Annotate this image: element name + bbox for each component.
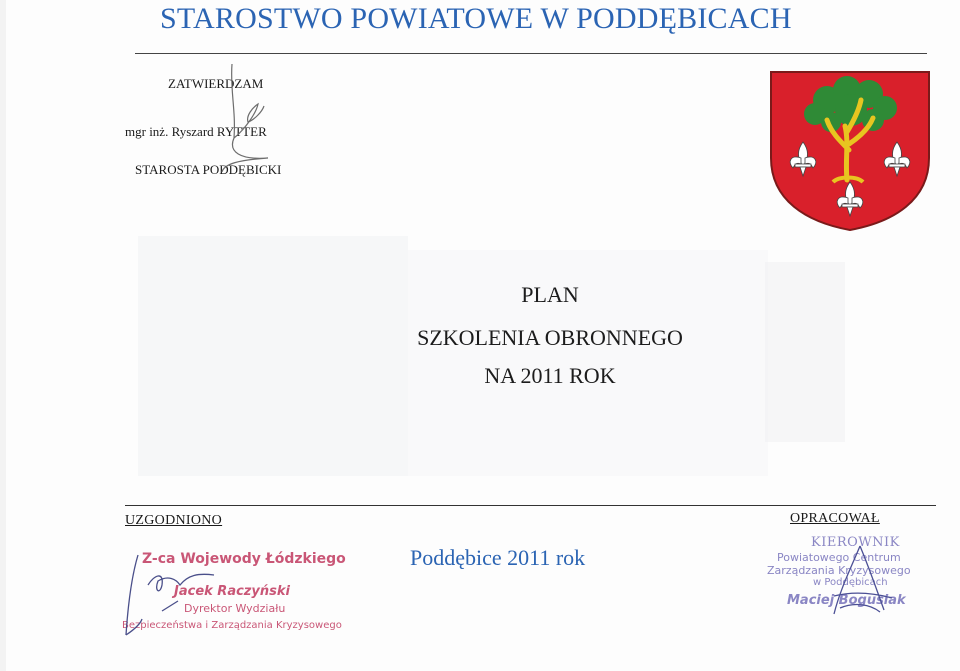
agreed-label: UZGODNIONO: [125, 513, 223, 528]
approve-label: ZATWIERDZAM: [168, 76, 264, 91]
plan-title: PLAN: [521, 282, 579, 307]
stamp-line: Dyrektor Wydziału: [184, 602, 286, 615]
scan-edge: [0, 0, 6, 671]
stamp-voivode: [120, 548, 360, 658]
approver-role: STAROSTA PODDĘBICKI: [135, 162, 282, 177]
stamp-line: Z-ca Wojewody Łódzkiego: [142, 551, 346, 567]
header-divider: [135, 53, 927, 54]
stamp-line: Powiatowego Centrum: [777, 551, 901, 564]
stamp-line: Jacek Raczyński: [174, 584, 290, 599]
stamp-crisis-center: [765, 533, 940, 633]
prepared-label: OPRACOWAŁ: [790, 511, 880, 526]
approval-block: [125, 72, 425, 182]
stamp-line: KIEROWNIK: [811, 535, 900, 550]
place-date: Poddębice 2011 rok: [410, 545, 586, 570]
stamp-line: Zarządzania Kryzysowego: [767, 564, 911, 577]
stamp-line: Maciej Bogusiak: [787, 593, 906, 608]
approver-name: mgr inż. Ryszard RYTTER: [125, 124, 267, 139]
coat-of-arms-icon: [769, 70, 931, 232]
plan-subtitle: SZKOLENIA OBRONNEGO: [417, 325, 683, 350]
stamp-line: w Poddębicach: [813, 577, 888, 588]
page-title: STAROSTWO POWIATOWE W PODDĘBICACH: [160, 2, 792, 35]
plan-heading: [300, 282, 800, 389]
footer-divider: [125, 505, 936, 506]
plan-year: NA 2011 ROK: [484, 363, 616, 388]
stamp-line: Bezpieczeństwa i Zarządzania Kryzysowego: [122, 620, 342, 631]
